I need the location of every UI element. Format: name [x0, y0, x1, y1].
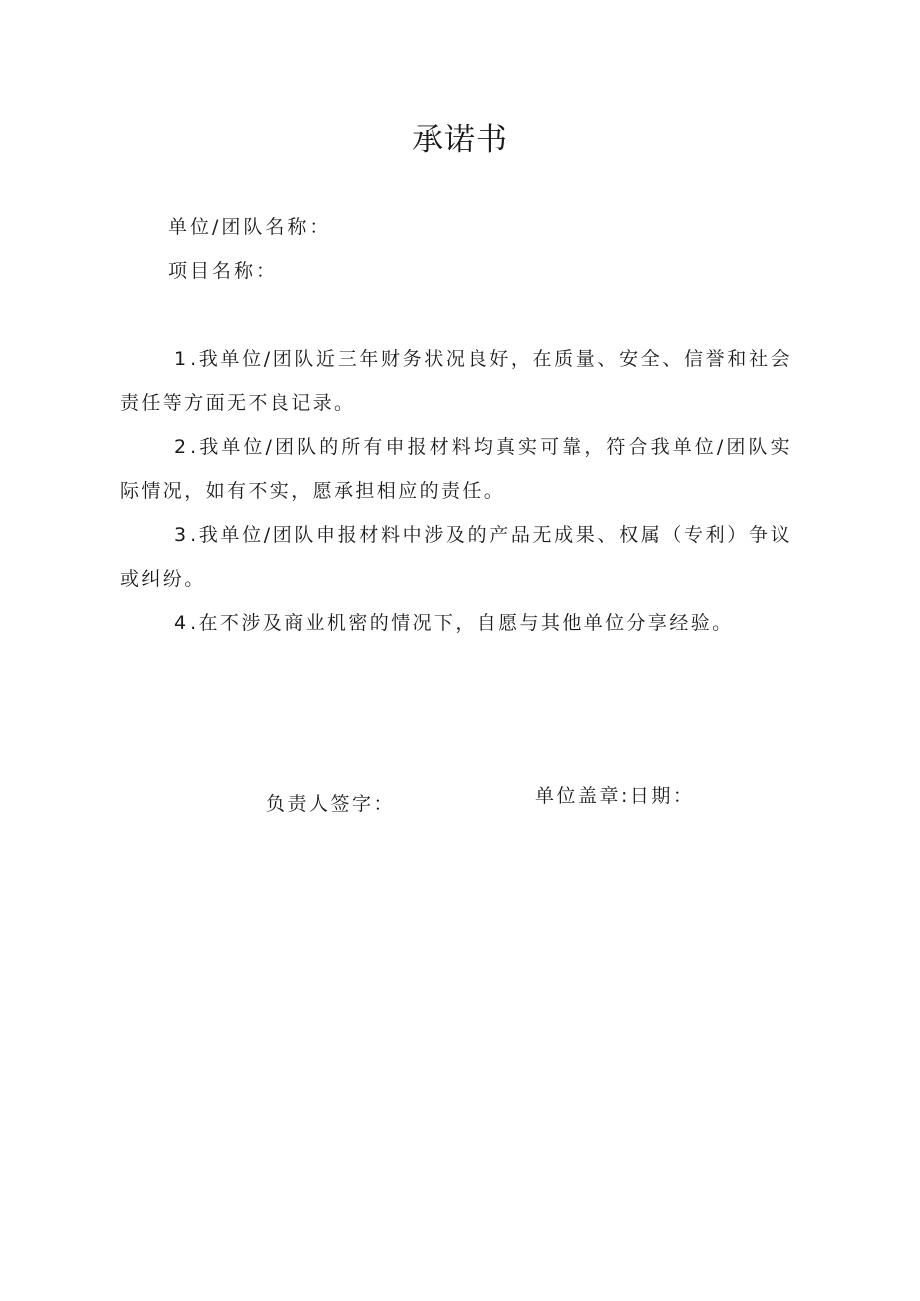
commitment-clause-3	[120, 513, 792, 601]
document-title: 承诺书	[412, 122, 508, 158]
unit-seal-date-label: 单位盖章:日期：	[535, 785, 695, 807]
clause-number: 3	[174, 524, 191, 546]
commitment-clause-4	[120, 601, 792, 645]
clause-text: .在不涉及商业机密的情况下，自愿与其他单位分享经验。	[190, 612, 734, 634]
commitment-clause-2	[120, 425, 792, 513]
clause-number: 2	[174, 436, 191, 458]
clause-number: 1	[174, 348, 191, 370]
commitment-clause-1	[120, 337, 792, 425]
project-name-label: 项目名称：	[168, 260, 279, 282]
clause-text: .我单位/团队申报材料中涉及的产品无成果、权属（专利）争议或纠纷。	[120, 524, 792, 590]
responsible-person-signature-label: 负责人签字：	[266, 793, 396, 815]
clause-text: .我单位/团队的所有申报材料均真实可靠，符合我单位/团队实际情况，如有不实，愿承担相应的责任。	[120, 436, 792, 502]
unit-team-name-label: 单位/团队名称：	[168, 216, 332, 238]
clause-text: .我单位/团队近三年财务状况良好，在质量、安全、信誉和社会责任等方面无不良记录。	[120, 348, 792, 414]
clause-number: 4	[174, 612, 191, 634]
